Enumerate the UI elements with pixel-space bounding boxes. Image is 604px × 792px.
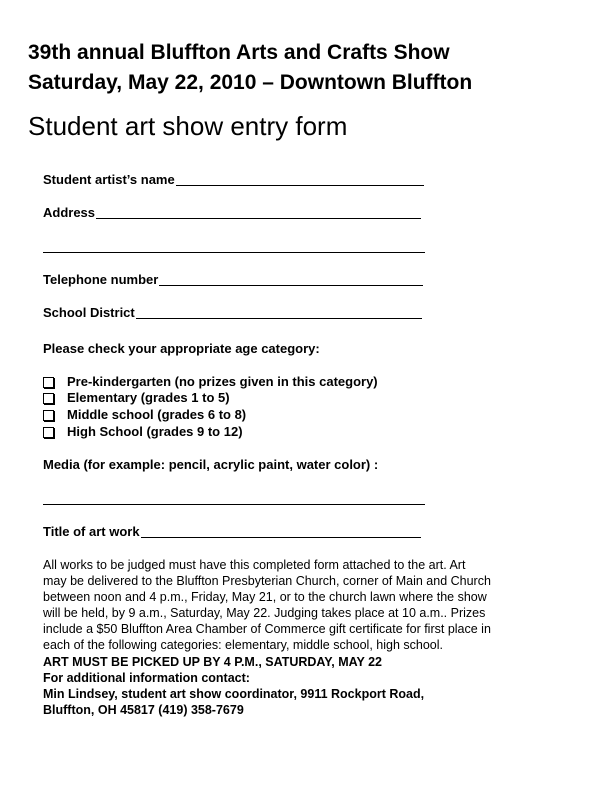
event-title: 39th annual Bluffton Arts and Crafts Show xyxy=(28,41,450,64)
telephone-field[interactable] xyxy=(43,272,423,288)
age-option-elementary[interactable] xyxy=(43,390,230,406)
art-title-label: Title of art work xyxy=(43,524,140,539)
address-blank[interactable] xyxy=(96,206,421,219)
info-line: each of the following categories: elementary, middle school, high school. xyxy=(43,638,443,653)
artist-name-label: Student artist’s name xyxy=(43,172,175,187)
school-district-blank[interactable] xyxy=(136,306,422,319)
telephone-label: Telephone number xyxy=(43,272,159,287)
age-option-label: Middle school (grades 6 to 8) xyxy=(67,407,247,422)
pickup-notice: ART MUST BE PICKED UP BY 4 P.M., SATURDAY, MAY 22 xyxy=(43,654,382,669)
info-line: include a $50 Bluffton Area Chamber of Commerce gift certificate for first place in xyxy=(43,622,491,637)
checkbox-icon[interactable] xyxy=(43,410,54,421)
checkbox-icon[interactable] xyxy=(43,377,54,388)
contact-name-address: Min Lindsey, student art show coordinator, 9911 Rockport Road, xyxy=(43,686,425,701)
age-option-pre-kindergarten[interactable] xyxy=(43,374,378,390)
age-option-label: Pre-kindergarten (no prizes given in this category) xyxy=(67,374,378,389)
info-line: All works to be judged must have this completed form attached to the art. Art xyxy=(43,558,466,572)
address-second-line[interactable] xyxy=(43,252,425,253)
age-option-middle-school[interactable] xyxy=(43,407,246,423)
artist-name-blank[interactable] xyxy=(176,173,424,186)
school-district-field[interactable] xyxy=(43,305,422,321)
event-date-location: Saturday, May 22, 2010 – Downtown Bluffton xyxy=(28,71,473,94)
address-field[interactable] xyxy=(43,205,421,221)
info-line: will be held, by 9 a.m., Saturday, May 22. Judging takes place at 10 a.m.. Prizes xyxy=(43,606,486,621)
checkbox-icon[interactable] xyxy=(43,427,54,438)
contact-city-phone: Bluffton, OH 45817 (419) 358-7679 xyxy=(43,702,244,717)
media-blank[interactable] xyxy=(43,504,425,505)
form-title: Student art show entry form xyxy=(28,111,348,141)
checkbox-icon[interactable] xyxy=(43,393,54,404)
information-block xyxy=(43,557,553,718)
age-option-high-school[interactable] xyxy=(43,424,243,440)
telephone-blank[interactable] xyxy=(159,273,423,286)
school-district-label: School District xyxy=(43,305,135,320)
age-option-label: High School (grades 9 to 12) xyxy=(67,424,243,439)
art-title-field[interactable] xyxy=(43,524,421,540)
info-line: may be delivered to the Bluffton Presbyterian Church, corner of Main and Church xyxy=(43,574,491,589)
age-option-label: Elementary (grades 1 to 5) xyxy=(67,390,230,405)
contact-heading: For additional information contact: xyxy=(43,670,250,685)
address-label: Address xyxy=(43,205,96,220)
age-category-prompt: Please check your appropriate age category: xyxy=(43,341,320,356)
info-line: between noon and 4 p.m., Friday, May 21, or to the church lawn where the show xyxy=(43,590,487,605)
artist-name-field[interactable] xyxy=(43,172,424,188)
art-title-blank[interactable] xyxy=(141,525,421,538)
media-label: Media (for example: pencil, acrylic paint, water color) : xyxy=(43,457,379,472)
